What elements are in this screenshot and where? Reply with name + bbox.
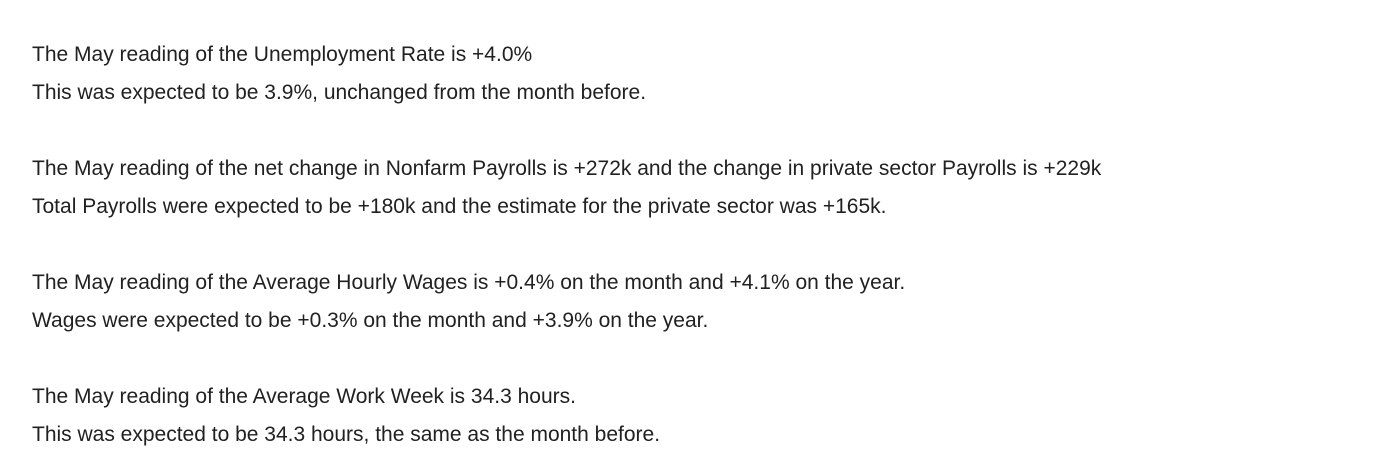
text-line: Wages were expected to be +0.3% on the month and +3.9% on the year. (32, 309, 709, 332)
text-line: The May reading of the net change in Nonfarm Payrolls is +272k and the change in private sector Payrolls is +229k (32, 157, 1102, 180)
text-line: The May reading of the Average Work Week is 34.3 hours. (32, 385, 576, 408)
text-line: Total Payrolls were expected to be +180k and the estimate for the private sector was +165k. (32, 195, 887, 218)
paragraph-unemployment-rate (32, 36, 1360, 112)
paragraph-average-work-week (32, 378, 1360, 454)
text-line: The May reading of the Unemployment Rate is +4.0% (32, 43, 533, 66)
text-line: This was expected to be 34.3 hours, the same as the month before. (32, 423, 661, 446)
paragraph-nonfarm-payrolls (32, 150, 1360, 226)
text-line: The May reading of the Average Hourly Wages is +0.4% on the month and +4.1% on the year. (32, 271, 906, 294)
text-line: This was expected to be 3.9%, unchanged from the month before. (32, 81, 647, 104)
paragraph-average-hourly-wages (32, 264, 1360, 340)
